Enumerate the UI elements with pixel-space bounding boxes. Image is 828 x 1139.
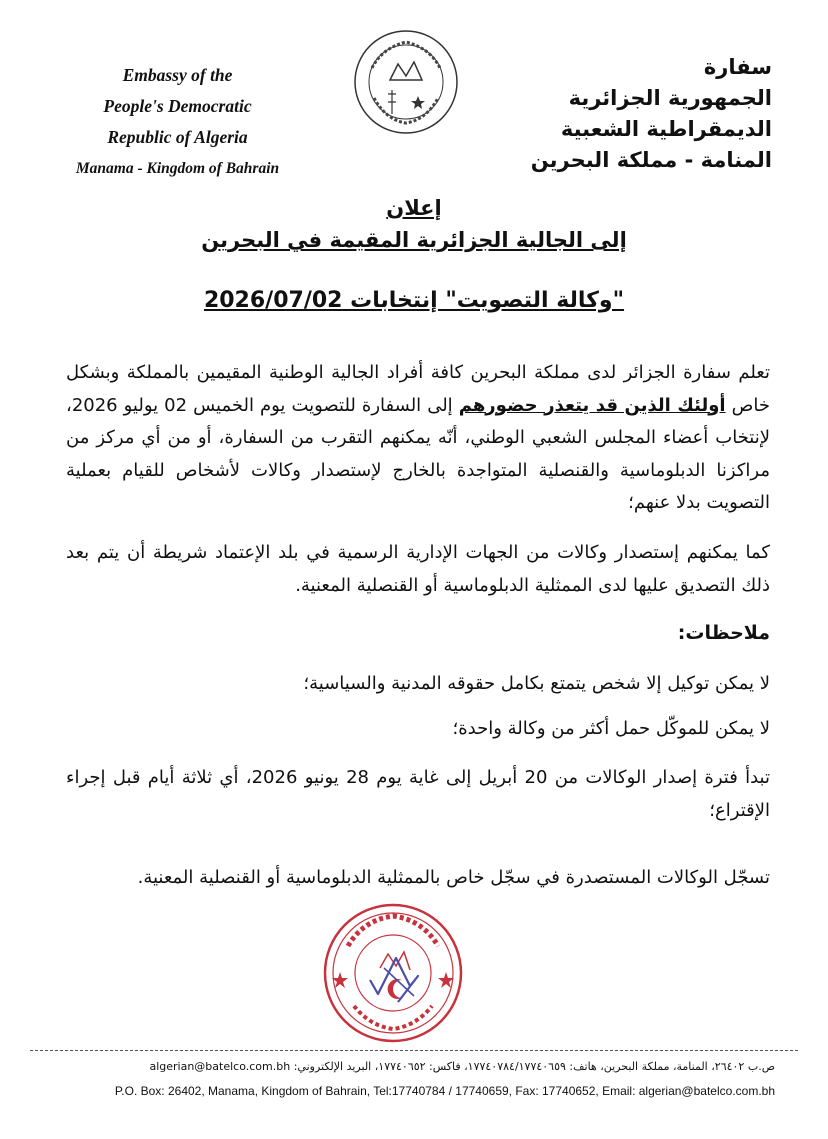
- note-item: [66, 762, 770, 827]
- paragraph-text: كما يمكنهم إستصدار وكالات من الجهات الإدارية الرسمية في بلد الإعتماد شريطة أن يتم بعد ذلك التصديق عليها لدى الممثلية الدبلوماسية أو القنصلية المعنية.: [66, 542, 770, 596]
- note-text: لا يمكن توكيل إلا شخص يتمتع بكامل حقوقه المدنية والسياسية؛: [303, 673, 770, 694]
- header-line: الجمهورية الجزائرية: [568, 86, 772, 110]
- paragraph-text: تعلم سفارة الجزائر لدى مملكة البحرين كافة أفراد الجالية الوطنية المقيمين بالمملكة وبشكل خاص: [66, 362, 770, 416]
- announcement-title: إعلان: [386, 196, 442, 220]
- note-item: [66, 713, 770, 746]
- paragraph-intro: [66, 357, 770, 520]
- embassy-name-arabic: [520, 52, 772, 176]
- note-text: تبدأ فترة إصدار الوكالات من 20 أبريل إلى غاية يوم 28 يونيو 2026، أي ثلاثة أيام قبل إجراء الإقتراع؛: [66, 767, 770, 821]
- footer-divider: [30, 1050, 798, 1051]
- note-text: تسجّل الوكالات المستصدرة في سجّل خاص بالممثلية الدبلوماسية أو القنصلية المعنية.: [137, 867, 770, 888]
- header-line: People's Democratic: [103, 96, 252, 116]
- header-line: سفارة: [703, 55, 772, 79]
- announcement-audience: إلى الجالية الجزائرية المقيمة في البحرين: [201, 228, 627, 252]
- note-item: [66, 862, 770, 895]
- national-emblem-icon: [352, 28, 460, 136]
- footer-contact-english: P.O. Box: 26402, Manama, Kingdom of Bahrain, Tel:17740784 / 17740659, Fax: 17740652, Email: algerian@batelco.com.bh: [114, 1084, 775, 1098]
- note-item: [66, 668, 770, 701]
- emphasis-text: أولئك الذين قد يتعذر حضورهم: [458, 394, 726, 416]
- note-text: لا يمكن للموكّل حمل أكثر من وكالة واحدة؛: [452, 718, 770, 739]
- embassy-seal-stamp-icon: [318, 898, 468, 1048]
- paragraph-text: إلى السفارة للتصويت يوم الخميس 02 يوليو 2026، لإنتخاب أعضاء المجلس الشعبي الوطني، أنّه يمكنهم التقرب من السفارة، أو من أي مركز من مراكزنا الدبلوماسية والقنصلية المتواجدة بالخارج لإستصدار وكالات لأشخاص للقيام بعملية التصويت بدلا عنهم؛: [66, 394, 770, 513]
- header-line: الديمقراطية الشعبية: [560, 117, 772, 141]
- header-city: Manama - Kingdom of Bahrain: [75, 160, 280, 177]
- paragraph-alternative: [66, 537, 770, 602]
- header-city: المنامة - مملكة البحرين: [530, 148, 772, 172]
- footer-contact-arabic: ص.ب ٢٦٤٠٢، المنامة، مملكة البحرين، هاتف: ١٧٧٤٠٧٨٤/١٧٧٤٠٦٥٩، فاكس: ١٧٧٤٠٦٥٢، البريد الإلكتروني: algerian@batelco.com.bh: [149, 1060, 775, 1073]
- embassy-name-english: [55, 60, 300, 184]
- announcement-subject: "وكالة التصويت" إنتخابات 2026/07/02: [203, 288, 625, 313]
- header-line: Republic of Algeria: [107, 127, 248, 147]
- notes-heading: ملاحظات:: [677, 622, 770, 644]
- header-line: Embassy of the: [122, 65, 233, 85]
